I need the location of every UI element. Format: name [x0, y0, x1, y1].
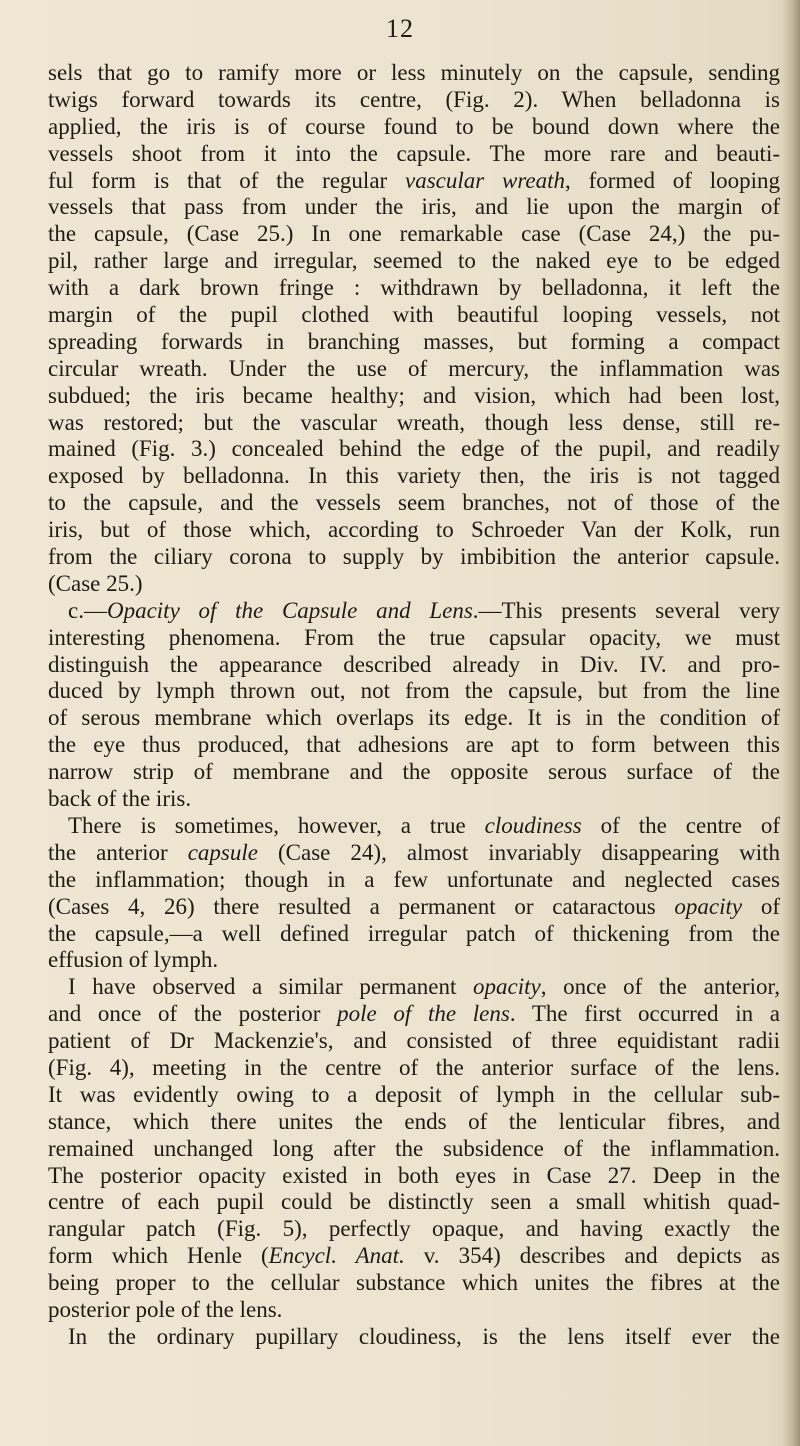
- text-line: sels that go to ramify more or less minutely on the capsule, sending: [48, 60, 780, 85]
- text-segment: form which Henle (: [48, 1243, 269, 1269]
- text-line: stance, which there unites the ends of the lenticular fibres, and: [48, 1108, 780, 1134]
- text-line: of serous membrane which overlaps its edge. It is in the condition of: [48, 705, 780, 731]
- page-edge-shadow: [782, 0, 800, 1446]
- text-line: the inflammation; though in a few unfortunate and neglected cases: [48, 866, 780, 892]
- text-line: [48, 1243, 780, 1270]
- italic-term: opacity: [473, 974, 541, 1000]
- text-line: twigs forward towards its centre, (Fig. 2). When belladonna is: [48, 86, 780, 112]
- text-line: back of the iris.: [48, 786, 192, 812]
- text-line: (Case 25.): [48, 570, 143, 596]
- text-line: [48, 974, 780, 1001]
- page-number: 12: [386, 14, 414, 43]
- text-segment: the anterior: [48, 839, 188, 865]
- text-line: circular wreath. Under the use of mercury, the inflammation was: [48, 355, 780, 381]
- text-segment: I have observed a similar permanent: [68, 974, 474, 1000]
- text-segment: of: [742, 893, 780, 919]
- text-segment: There is sometimes, however, a true: [68, 812, 485, 838]
- text-line: spreading forwards in branching masses, but forming a compact: [48, 328, 780, 354]
- text-line: [48, 168, 780, 195]
- text-line: exposed by belladonna. In this variety then, the iris is not tagged: [48, 463, 780, 489]
- italic-term: pole of the lens: [337, 1001, 510, 1027]
- text-line: [48, 840, 780, 867]
- text-segment: .—This presents several very: [472, 597, 780, 623]
- text-line: to the capsule, and the vessels seem branches, not of those of the: [48, 490, 780, 516]
- text-line: narrow strip of membrane and the opposite serous surface of the: [48, 759, 780, 785]
- text-line: It was evidently owing to a deposit of lymph in the cellular sub-: [48, 1081, 780, 1107]
- italic-term: opacity: [674, 893, 743, 919]
- text-segment: (Case 24), almost invariably disappearing with: [257, 839, 780, 865]
- text-line: margin of the pupil clothed with beautiful looping vessels, not: [48, 302, 780, 328]
- text-line: applied, the iris is of course found to be bound down where the: [48, 113, 780, 139]
- text-line: The posterior opacity existed in both eyes in Case 27. Deep in the: [48, 1162, 780, 1188]
- text-line: from the ciliary corona to supply by imbibition the anterior capsule.: [48, 544, 780, 570]
- text-line: posterior pole of the lens.: [48, 1296, 283, 1322]
- text-segment: ful form is that of the regular: [48, 167, 405, 193]
- italic-term: vascular wreath: [404, 167, 566, 193]
- text-line: distinguish the appearance described already in Div. IV. and pro-: [48, 651, 780, 677]
- text-line: patient of Dr Mackenzie's, and consisted of three equidistant radii: [48, 1028, 780, 1054]
- italic-term: cloudiness: [484, 812, 582, 838]
- text-segment: c.—: [68, 597, 107, 623]
- text-segment: , formed of looping: [565, 167, 780, 193]
- text-line: subdued; the iris became healthy; and vision, which had been lost,: [48, 382, 780, 408]
- text-line: was restored; but the vascular wreath, though less dense, still re-: [48, 409, 780, 435]
- text-segment: v. 354) describes and depicts as: [404, 1243, 781, 1269]
- text-segment: (Cases 4, 26) there resulted a permanent or cataractous: [48, 893, 675, 919]
- text-line: vessels that pass from under the iris, and lie upon the margin of: [48, 194, 780, 220]
- text-segment: and once of the posterior: [48, 1001, 338, 1027]
- text-segment: of the centre of: [581, 812, 780, 838]
- text-line: [48, 894, 780, 921]
- italic-term: Opacity of the Capsule and Lens: [106, 597, 473, 623]
- text-line: the eye thus produced, that adhesions are apt to form between this: [48, 732, 780, 758]
- text-line: rangular patch (Fig. 5), perfectly opaque, and having exactly the: [48, 1216, 780, 1242]
- text-line: [48, 1001, 780, 1028]
- text-line: vessels shoot from it into the capsule. The more rare and beauti-: [48, 140, 780, 166]
- text-line: with a dark brown fringe : withdrawn by belladonna, it left the: [48, 275, 780, 301]
- text-line: pil, rather large and irregular, seemed to the naked eye to be edged: [48, 248, 780, 274]
- italic-term: capsule: [187, 839, 258, 865]
- text-line: being proper to the cellular substance which unites the fibres at the: [48, 1270, 780, 1296]
- text-line: interesting phenomena. From the true capsular opacity, we must: [48, 624, 780, 650]
- text-line: centre of each pupil could be distinctly seen a small whitish quad-: [48, 1189, 780, 1215]
- italic-term: Encycl. Anat.: [268, 1243, 405, 1269]
- text-line: the capsule, (Case 25.) In one remarkable case (Case 24,) the pu-: [48, 221, 780, 247]
- text-line: effusion of lymph.: [48, 947, 219, 973]
- text-line: duced by lymph thrown out, not from the capsule, but from the line: [48, 678, 780, 704]
- text-line: remained unchanged long after the subsidence of the inflammation.: [48, 1135, 780, 1161]
- text-line: the capsule,—a well defined irregular patch of thickening from the: [48, 920, 780, 946]
- text-segment: . The first occurred in a: [509, 1001, 780, 1027]
- text-line: (Fig. 4), meeting in the centre of the anterior surface of the lens.: [48, 1054, 780, 1080]
- text-line: [48, 598, 780, 625]
- body-text: [48, 60, 780, 1351]
- text-segment: , once of the anterior,: [540, 974, 780, 1000]
- text-line: In the ordinary pupillary cloudiness, is the lens itself ever the: [68, 1323, 780, 1349]
- text-line: [48, 813, 780, 840]
- text-line: mained (Fig. 3.) concealed behind the edge of the pupil, and readily: [48, 436, 780, 462]
- text-line: iris, but of those which, according to Schroeder Van der Kolk, run: [48, 517, 780, 543]
